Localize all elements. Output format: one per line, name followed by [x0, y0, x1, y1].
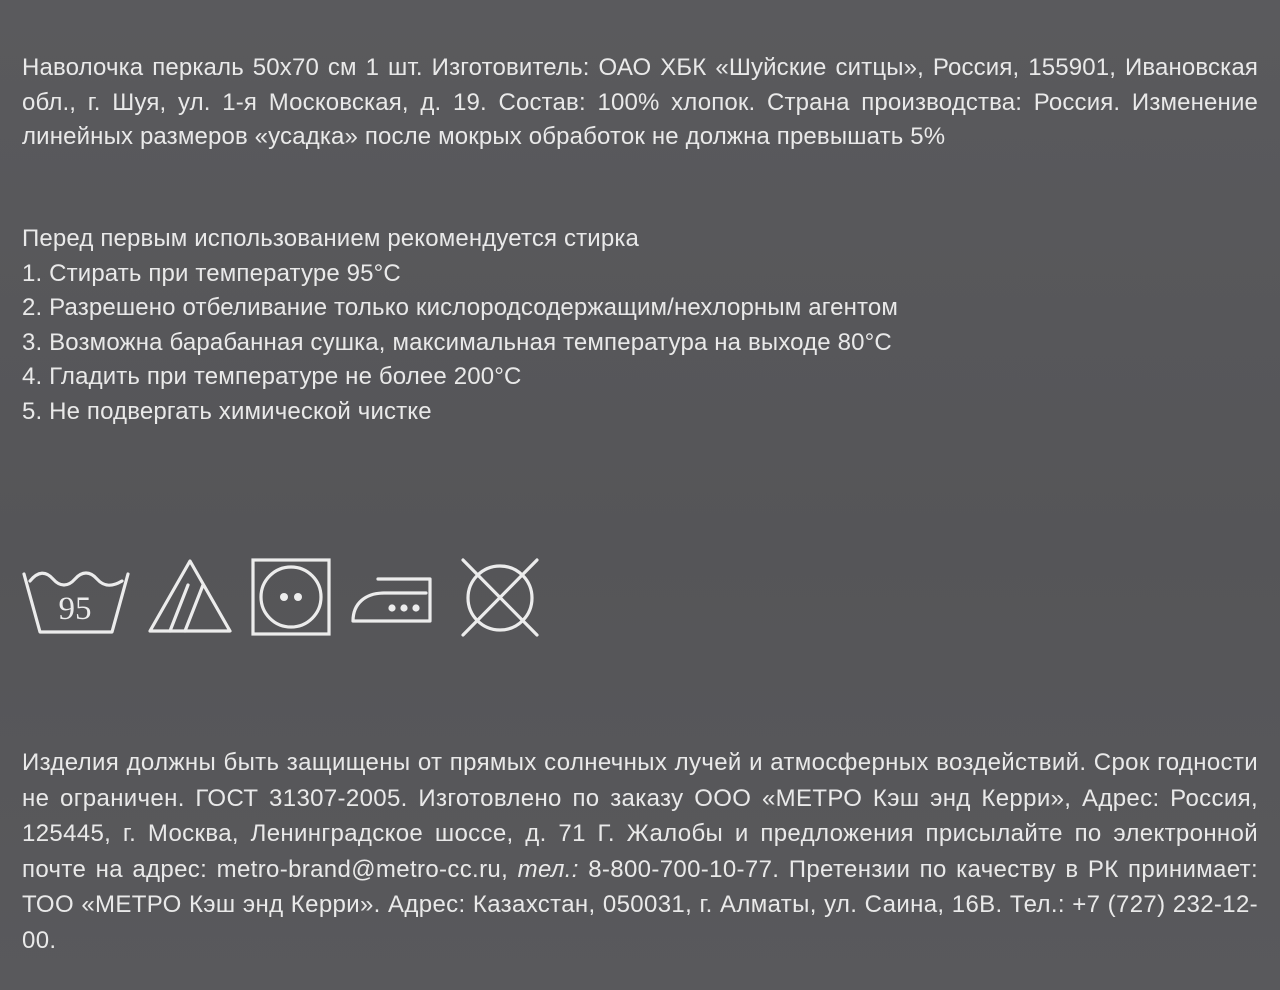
footer-phone-label: тел.: — [517, 855, 579, 883]
care-instructions — [22, 222, 1258, 429]
wash-95-icon — [20, 555, 130, 640]
product-info-paragraph: Наволочка перкаль 50х70 см 1 шт. Изготовитель: ОАО ХБК «Шуйские ситцы», Россия, 155901, Ивановская обл., г. Шуя, ул. 1-я Московская, д. 19. Состав: 100% хлопок. Страна производства: Россия. Изменение линейных размеров «усадка» после мокрых обработок не должна превышать 5% — [22, 54, 1258, 150]
footer-text-part2: 8-800-700-10-77. Претензии по качеству в РК принимает: ТОО «МЕТРО Кэш энд Керри». Адрес: Казахстан, 050031, г. Алматы, ул. Саина, 16В. Тел.: +7 (727) 232-12-00. — [22, 855, 1259, 954]
care-heading: Перед первым использованием рекомендуется стирка — [22, 225, 640, 252]
care-symbols-row — [20, 555, 545, 640]
footer-text-part1: Изделия должны быть защищены от прямых солнечных лучей и атмосферных воздействий. Срок годности не ограничен. ГОСТ 31307-2005. Изготовлено по заказу ООО «МЕТРО Кэш энд Керри», Адрес: Россия, 125445, г. Москва, Ленинградское шоссе, д. 71 Г. Жалобы и предложения присылайте по электронной почте на адрес: metro-brand@metro-cc.ru, — [22, 749, 1258, 883]
footer-paragraph — [22, 745, 1258, 958]
care-item-5: 5. Не подвергать химической чистке — [22, 397, 432, 425]
care-item-3: 3. Возможна барабанная сушка, максимальная температура на выходе 80°C — [22, 328, 892, 356]
non-chlorine-bleach-icon — [145, 555, 235, 640]
care-item-1: 1. Стирать при температуре 95°C — [22, 259, 401, 287]
no-dry-clean-icon — [455, 555, 545, 640]
tumble-dry-icon — [248, 555, 338, 640]
care-item-2: 2. Разрешено отбеливание только кислородсодержащим/нехлорным агентом — [22, 294, 899, 321]
iron-high-icon — [348, 555, 443, 640]
wash-temperature-label: 95 — [58, 591, 92, 627]
care-item-4: 4. Гладить при температуре не более 200°C — [22, 363, 522, 390]
